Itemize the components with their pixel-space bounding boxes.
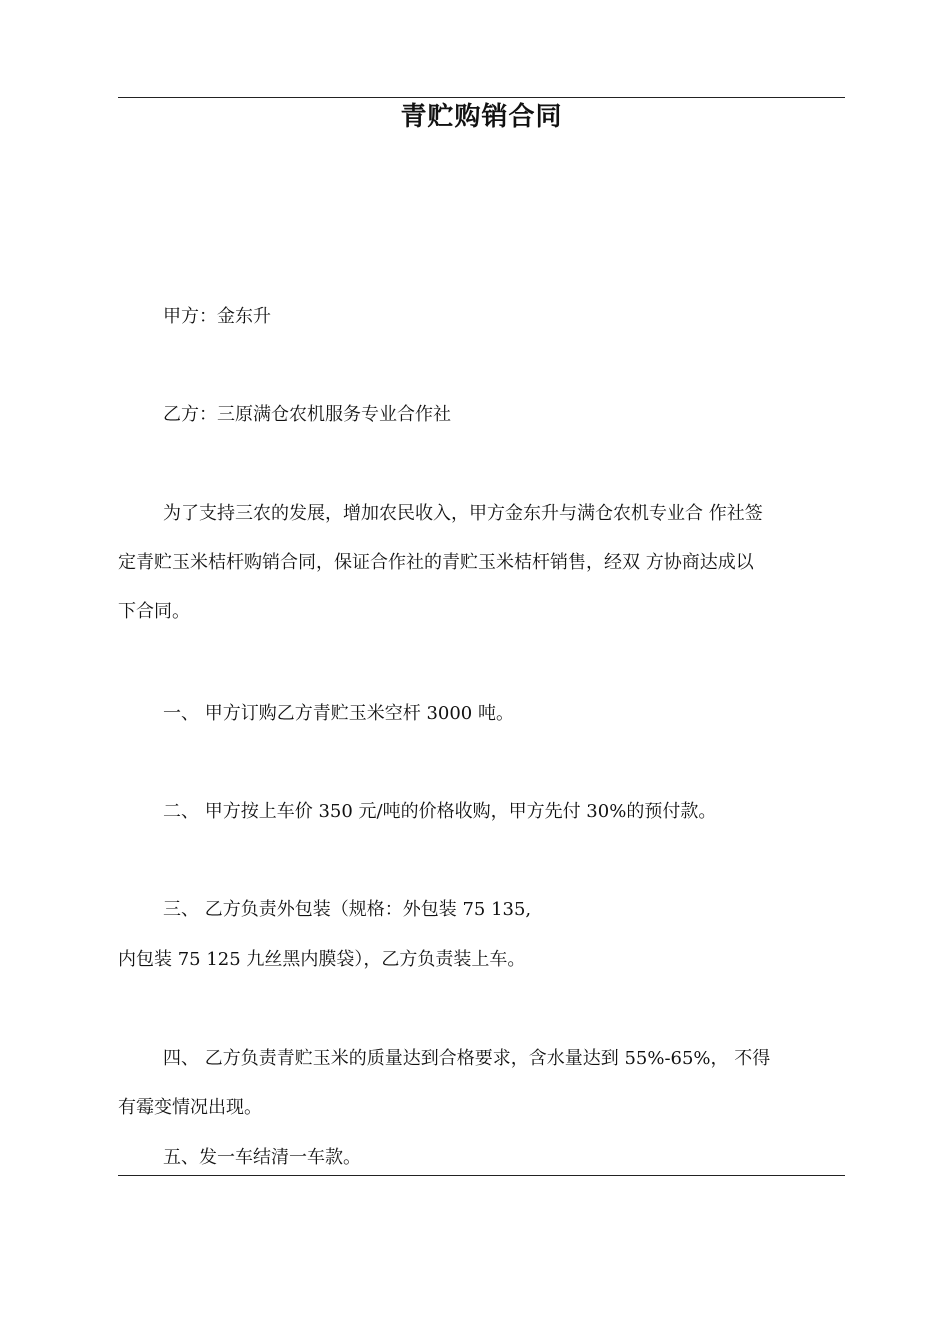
clause-2: 二、 甲方按上车价 350 元/吨的价格收购，甲方先付 30%的预付款。 [163, 801, 717, 822]
document-title: 青贮购销合同 [400, 102, 563, 132]
clause-3-line-1: 三、 乙方负责外包装（规格：外包装 75 135, [163, 899, 532, 920]
header-rule [118, 97, 845, 98]
intro-line-3: 下合同。 [118, 601, 190, 622]
clause-4-line-1: 四、 乙方负责青贮玉米的质量达到合格要求，含水量达到 55%-65%， 不得 [163, 1048, 771, 1069]
party-b-line: 乙方：三原满仓农机服务专业合作社 [163, 404, 451, 425]
clause-4-line-2: 有霉变情况出现。 [118, 1097, 262, 1118]
intro-paragraph [118, 489, 845, 636]
clause-1: 一、 甲方订购乙方青贮玉米空杆 3000 吨。 [163, 703, 514, 724]
clause-5: 五、发一车结清一车款。 [163, 1147, 361, 1168]
footer-rule [118, 1175, 845, 1176]
party-a-line: 甲方：金东升 [163, 306, 271, 327]
intro-line-2: 定青贮玉米桔杆购销合同，保证合作社的青贮玉米桔杆销售，经双 方协商达成以 [118, 552, 754, 573]
clause-3-line-2: 内包装 75 125 九丝黑内膜袋），乙方负责装上车。 [118, 949, 526, 970]
clause-4 [118, 1034, 845, 1132]
intro-line-1: 为了支持三农的发展，增加农民收入，甲方金东升与满仓农机专业合 作社签 [163, 503, 763, 524]
